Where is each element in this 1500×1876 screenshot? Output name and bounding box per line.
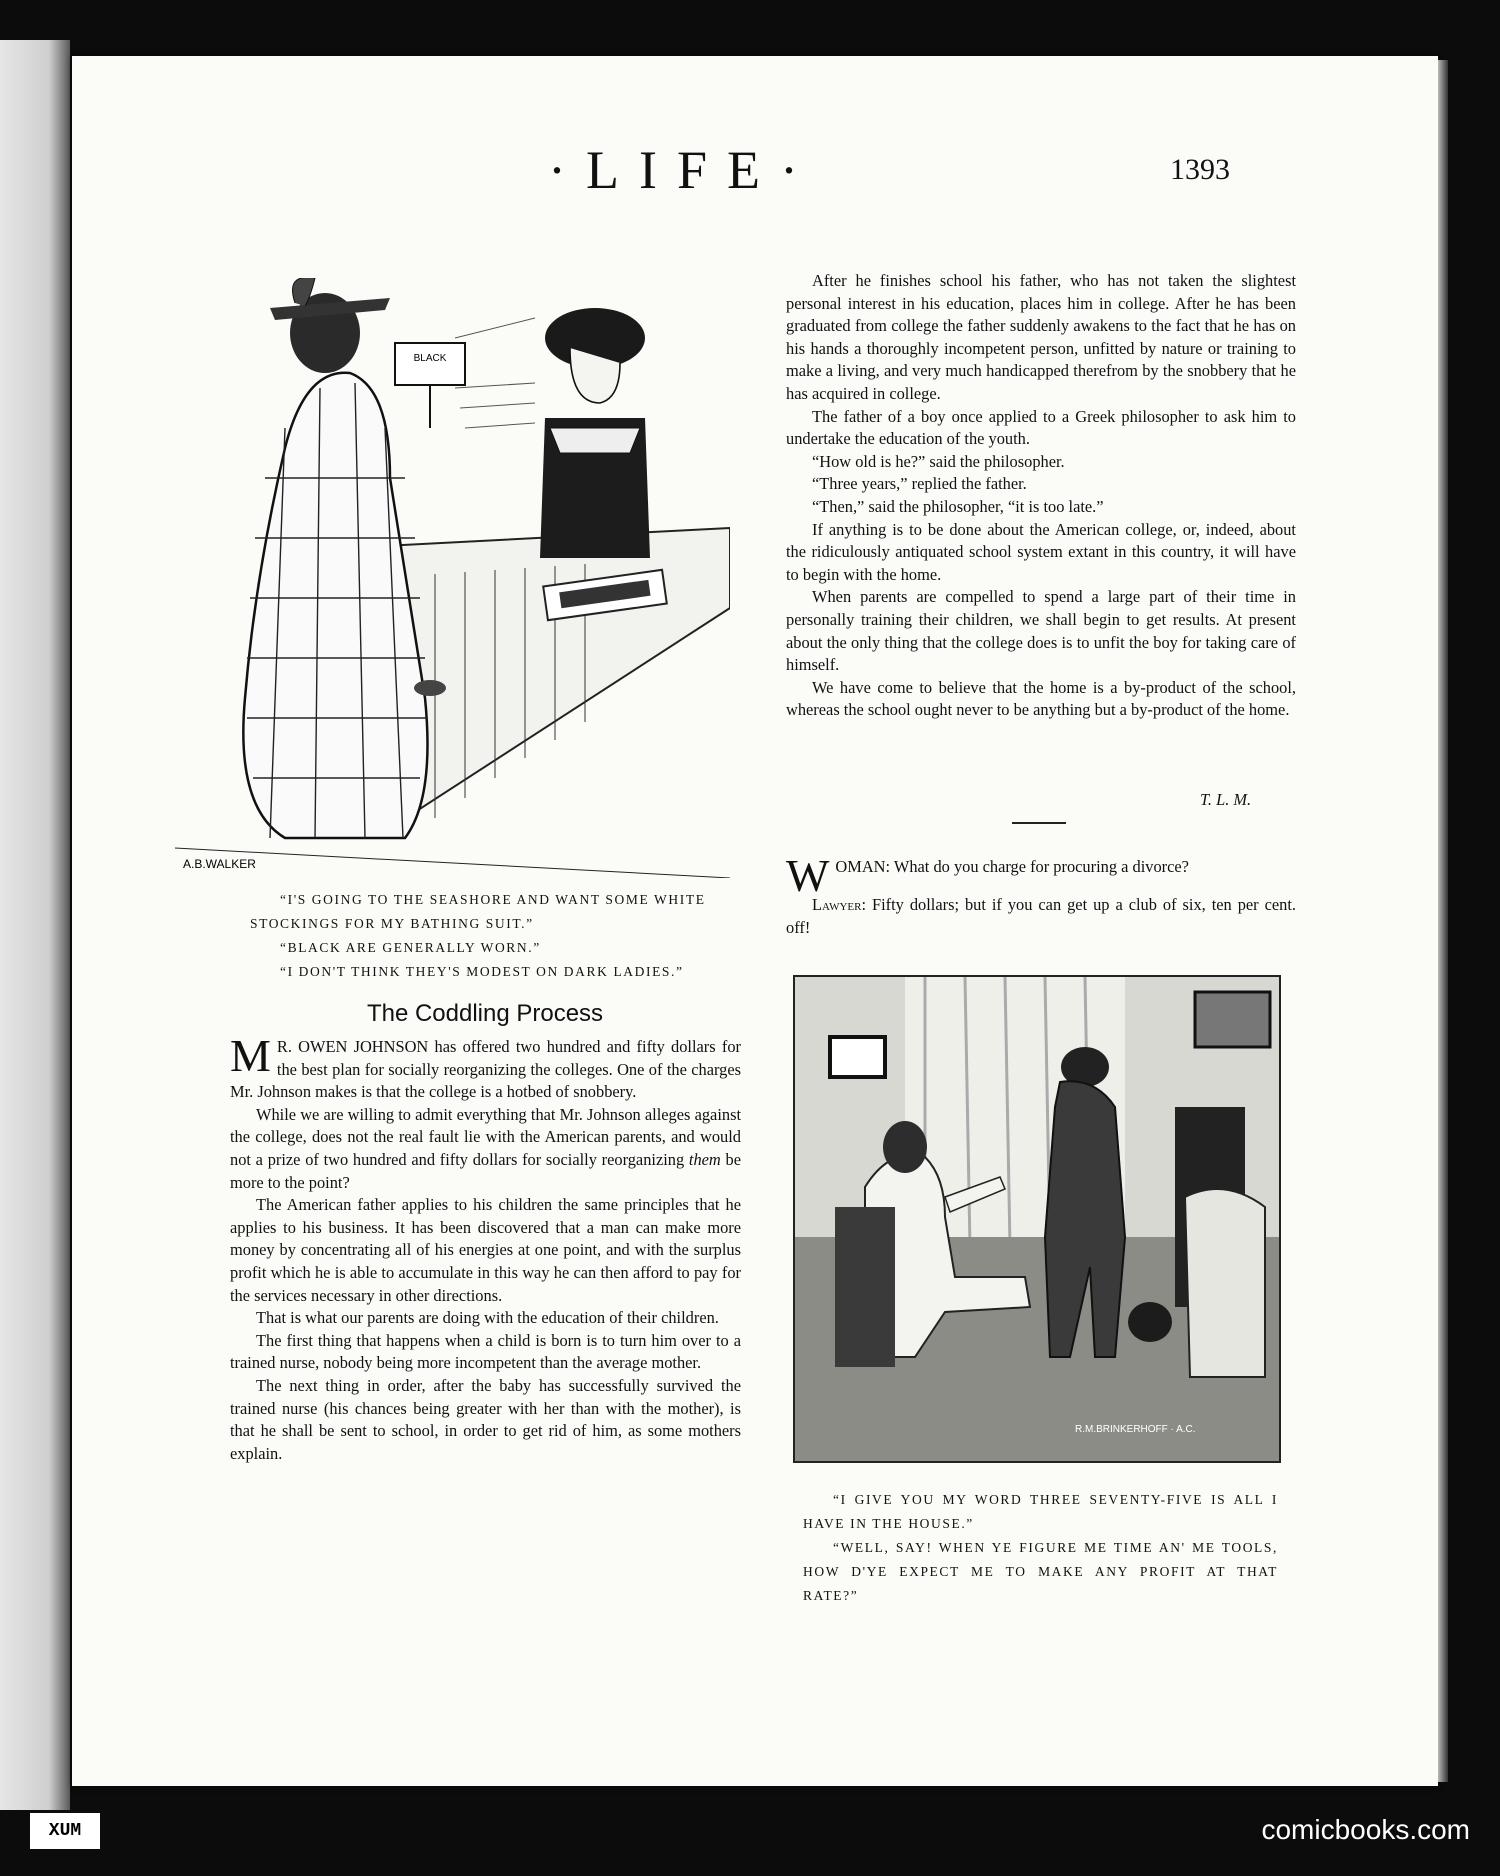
sign-label: BLACK <box>413 353 447 364</box>
artist-signature-right: R.M.BRINKERHOFF · A.C. <box>1075 1424 1196 1435</box>
page-number: 1393 <box>1170 153 1230 186</box>
caption-line: “I GIVE YOU MY WORD THREE SEVENTY-FIVE IS ALL I HAVE IN THE HOUSE.” <box>803 1492 1278 1531</box>
caption-line: “I'S GOING TO THE SEASHORE AND WANT SOME WHITE STOCKINGS FOR MY BATHING SUIT.” <box>250 892 706 931</box>
masthead-title: ·LIFE· <box>548 140 818 200</box>
artist-signature-left: A.B.WALKER <box>183 857 256 871</box>
joke-block <box>786 850 1296 939</box>
joke-lawyer-line: Lawyer: Fifty dollars; but if you can get up a club of six, ten per cent. off! <box>786 895 1296 937</box>
article-column-left <box>230 1030 741 1465</box>
room-scene-drawing <box>795 977 1279 1461</box>
caption-line: “WELL, SAY! WHEN YE FIGURE ME TIME AN' ME TOOLS, HOW D'YE EXPECT ME TO MAKE ANY PROFIT AT THAT RATE?” <box>803 1540 1278 1603</box>
article-paragraph: “Three years,” replied the father. <box>812 474 1027 494</box>
article-paragraph: While we are willing to admit everything that Mr. Johnson alleges against the college, does not the real fault lie with the American parents, and would not a prize of two hundred and fifty dollars for socially reorganizing them be more to the point? <box>230 1104 741 1192</box>
article-paragraph: If anything is to be done about the American college, or, indeed, about the ridiculously antiquated school system extant in this country, it will have to begin with the home. <box>786 519 1296 584</box>
article-paragraph: When parents are compelled to spend a large part of their time in personally training their children, we shall begin to get results. At present about the only thing that the college does is to unfit the boy for taking care of himself. <box>786 587 1296 675</box>
caption-line: “BLACK ARE GENERALLY WORN.” <box>280 940 541 955</box>
article-paragraph: We have come to believe that the home is a by-product of the school, whereas the school ought never to be anything but a by-product of the home. <box>786 677 1296 720</box>
article-paragraph: “How old is he?” said the philosopher. <box>812 451 1065 471</box>
article-paragraph: That is what our parents are doing with the education of their children. <box>256 1308 719 1328</box>
scan-stamp: XUM <box>30 1813 100 1849</box>
dropcap: M <box>230 1030 271 1081</box>
cartoon-illustration-left <box>175 278 730 878</box>
article-headline: The Coddling Process <box>366 1000 604 1027</box>
article-column-right <box>786 270 1296 722</box>
article-paragraph: “Then,” said the philosopher, “it is too late.” <box>812 496 1104 516</box>
page-edge-shadow <box>1438 60 1448 1782</box>
cartoon-caption-right <box>803 1488 1278 1608</box>
article-paragraph: The next thing in order, after the baby has successfully survived the trained nurse (his chances being greater with her than with the mother), is that he shall be sent to school, in order to get rid of him, as some mothers explain. <box>230 1375 741 1463</box>
article-paragraph: The American father applies to his children the same principles that he applies to his business. It has been discovered that a man can make more money by concentrating all of his energies at one point, and with the surplus profit which he is able to accumulate in this way he can then afford to pay for the services necessary in other directions. <box>230 1195 741 1305</box>
article-paragraph: The first thing that happens when a child is born is to turn him over to a trained nurse, nobody being more incompetent than the average mother. <box>230 1330 741 1373</box>
article-paragraph: The father of a boy once applied to a Greek philosopher to ask him to undertake the education of the youth. <box>786 406 1296 449</box>
facing-page-edge <box>0 40 70 1810</box>
author-signature: T. L. M. <box>1200 790 1252 809</box>
dropcap: W <box>786 850 830 901</box>
joke-woman-line: WOMAN: What do you charge for procuring a divorce? <box>786 850 1189 901</box>
caption-line: “I DON'T THINK THEY'S MODEST ON DARK LADIES.” <box>280 964 684 979</box>
cartoon-illustration-right <box>793 975 1281 1463</box>
cartoon-caption-left <box>250 888 730 984</box>
article-paragraph: M R. OWEN JOHNSON has offered two hundred and fifty dollars for the best plan for socially reorganizing the colleges. One of the charges Mr. Johnson makes is that the college is a hotbed of snobbery. <box>230 1030 741 1102</box>
shop-counter-drawing <box>175 278 730 878</box>
watermark: comicbooks.com <box>1261 1814 1470 1845</box>
article-paragraph: After he finishes school his father, who has not taken the slightest personal interest in his education, places him in college. After he has been graduated from college the father suddenly awakens to the fact that he has on his hands a thoroughly incompetent person, unfitted by nature or training to make a living, and very much handicapped therefrom by the snobbery that he has acquired in college. <box>786 271 1296 403</box>
section-divider <box>1012 822 1066 824</box>
